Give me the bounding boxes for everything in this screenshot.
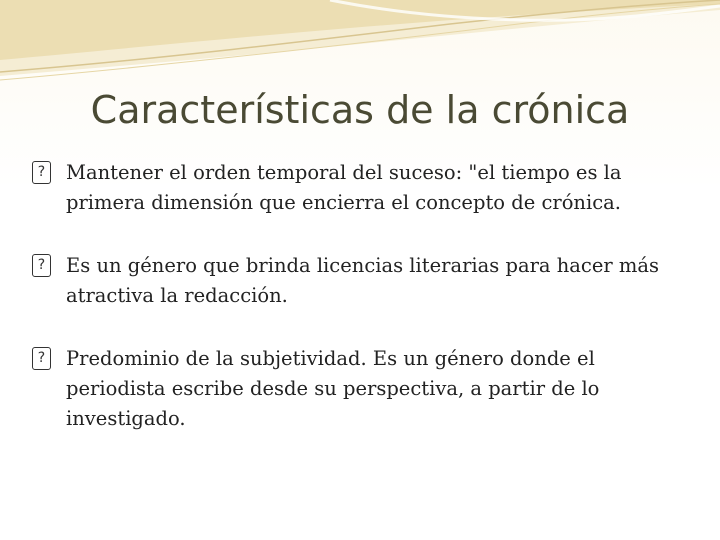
missing-glyph-bullet-icon — [32, 254, 51, 277]
bullet-text: Predominio de la subjetividad. Es un género donde el periodista escribe desde su perspectiva, a partir de lo investigado. — [66, 347, 600, 430]
slide-title: Características de la crónica — [90, 88, 630, 132]
header-wave-decoration — [0, 0, 720, 90]
bullet-text: Es un género que brinda licencias literarias para hacer más atractiva la redacción. — [66, 254, 660, 307]
missing-glyph-bullet-icon — [32, 347, 51, 370]
bullet-item — [32, 344, 692, 434]
missing-glyph-bullet-icon — [32, 161, 51, 184]
bullet-list — [32, 158, 692, 467]
bullet-item — [32, 251, 692, 311]
bullet-text: Mantener el orden temporal del suceso: "el tiempo es la primera dimensión que encierra el concepto de crónica. — [66, 161, 622, 214]
bullet-item — [32, 158, 692, 218]
